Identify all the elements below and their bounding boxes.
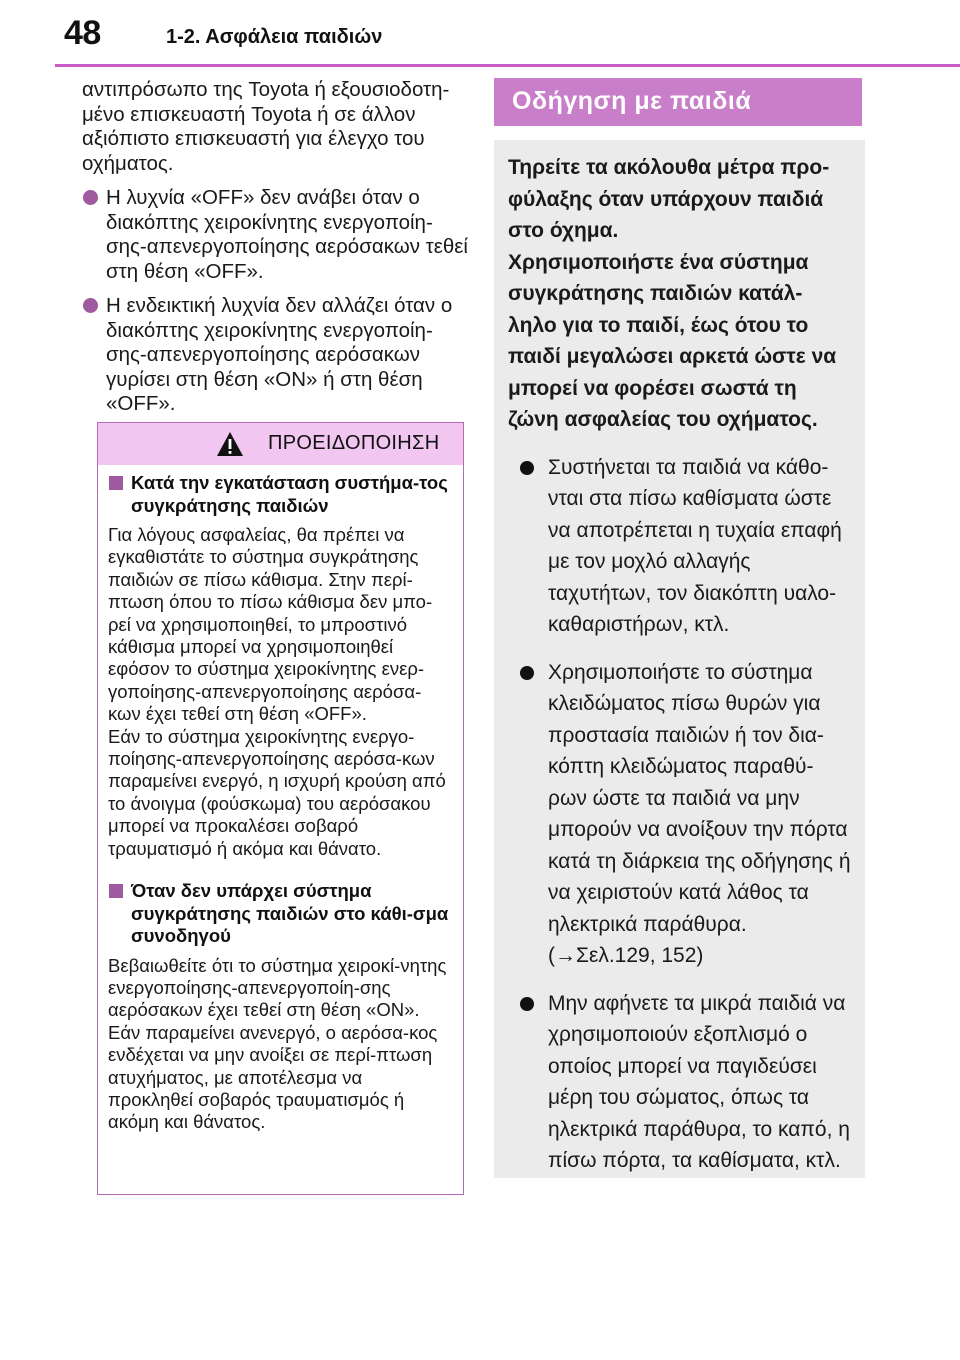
page-number: 48	[64, 14, 101, 52]
list-item-text: Μην αφήνετε τα μικρά παιδιά να χρησιμοποιούν εξοπλισμό ο οποίος μπορεί να παγιδεύσει μέρη του σώματος, όπως τα ηλεκτρικά παράθυρα, το καπό, η πίσω πόρτα, τα καθίσματα, κτλ.	[548, 991, 850, 1172]
list-item-text: Συστήνεται τα παιδιά να κάθο-νται στα πίσω καθίσματα ώστε να αποτρέπεται η τυχαία επαφή με τον μοχλό αλλαγής ταχυτήτων, τον διακόπτη υαλο-καθαριστήρων, κτλ.	[548, 455, 842, 636]
warning-text-part: Εάν παραμείνει ανενεργό, ο αερόσα-κος ενδέχεται να μην ανοίξει σε περί-πτωση ατυχήματος, με αποτέλεσμα να προκληθεί σοβαρός τραυματισμός ή ακόμη και θάνατος.	[108, 1021, 438, 1133]
list-item	[82, 294, 472, 417]
warning-body	[98, 465, 463, 1134]
warning-subheading	[108, 472, 449, 517]
list-item-text: Η ενδεικτική λυχνία δεν αλλάζει όταν ο διακόπτης χειροκίνητης ενεργοποίη-σης-απενεργοποίησης αερόσακων γυρίσει στη θέση «ON» ή στη θέση «OFF».	[106, 294, 453, 415]
list-item	[508, 988, 851, 1177]
list-item-text: Χρησιμοποιήστε το σύστημα κλειδώματος πίσω θυρών για προστασία παιδιών ή τον δια-κόπτη κλειδώματος παραθύ-ρων ώστε τα παιδιά να μην μπορούν να ανοίξουν την πόρτα κατά τη διάρκεια της οδήγησης ή να χειριστούν κατά λάθος τα ηλεκτρικά παράθυρα. (→Σελ.129, 152)	[548, 660, 851, 967]
bullet-dot-icon	[520, 461, 534, 475]
list-item-text: Η λυχνία «OFF» δεν ανάβει όταν ο διακόπτης χειροκίνητης ενεργοποίη-σης-απενεργοποίησης αερόσακων τεθεί στη θέση «OFF».	[106, 186, 468, 283]
warning-title: ΠΡΟΕΙΔΟΠΟΙΗΣΗ	[268, 432, 440, 454]
warning-text-part: Βεβαιωθείτε ότι το σύστημα χειροκί-νητης ενεργοποίησης-απενεργοποίη-σης αερόσακων έχει τεθεί στη θέση «ON».	[108, 954, 447, 1021]
info-intro-part: Χρησιμοποιήστε ένα σύστημα συγκράτησης παιδιών κατάλ-ληλο για το παιδί, έως ότου το παιδί μεγαλώσει αρκετά ώστε να μπορεί να φορέσει σωστά τη ζώνη ασφαλείας του οχήματος.	[508, 250, 837, 431]
subheading-text: Κατά την εγκατάσταση συστήμα-τος συγκράτησης παιδιών	[131, 472, 448, 516]
warning-text	[108, 524, 449, 860]
list-item	[82, 186, 472, 284]
square-bullet-icon	[109, 884, 123, 898]
bullet-dot-icon	[83, 298, 98, 313]
info-box	[494, 140, 865, 1178]
subheading-text: Όταν δεν υπάρχει σύστημα συγκράτησης παιδιών στο κάθι-σμα συνοδηγού	[131, 880, 449, 947]
warning-text-part: Εάν το σύστημα χειροκίνητης ενεργο-ποίησης-απενεργοποίησης αερόσα-κων παραμείνει ενεργό, η ισχυρή κρούση από το άνοιγμα (φούσκωμα) του αερόσακου μπορεί να προκαλέσει σοβαρό τραυματισμό ή ακόμα και θάνατο.	[108, 725, 446, 859]
section-heading-bar	[494, 78, 862, 126]
list-item	[508, 657, 851, 972]
left-column	[82, 78, 472, 417]
bullet-dot-icon	[520, 997, 534, 1011]
bullet-dot-icon	[520, 666, 534, 680]
square-bullet-icon	[109, 476, 123, 490]
warning-box	[97, 422, 464, 1195]
intro-paragraph: αντιπρόσωπο της Toyota ή εξουσιοδοτη-μένο επισκευαστή Toyota ή σε άλλον αξιόπιστο επισκευαστή για έλεγχο του οχήματος.	[82, 78, 450, 175]
warning-text	[108, 955, 449, 1134]
header-divider	[55, 64, 960, 67]
page-header	[0, 0, 960, 66]
section-heading: Οδήγηση με παιδιά	[512, 87, 752, 115]
info-intro	[508, 152, 851, 436]
warning-triangle-icon	[216, 431, 244, 457]
warning-subheading	[108, 880, 449, 948]
section-title: 1-2. Ασφάλεια παιδιών	[166, 26, 383, 48]
info-intro-part: Τηρείτε τα ακόλουθα μέτρα προ-φύλαξης όταν υπάρχουν παιδιά στο όχημα.	[508, 156, 830, 242]
list-item	[508, 452, 851, 641]
warning-text-part: Για λόγους ασφαλείας, θα πρέπει να εγκαθιστάτε το σύστημα συγκράτησης παιδιών σε πίσω κάθισμα. Στην περί-πτωση όπου το πίσω κάθισμα δεν μπο-ρεί να χρησιμοποιηθεί, το μπροστινό κάθισμα μπορεί να χρησιμοποιηθεί εφόσον το σύστημα χειροκίνητης ενερ-γοποίησης-απενεργοποίησης αερόσα-κων έχει τεθεί στη θέση «OFF».	[108, 524, 433, 725]
warning-header	[98, 423, 463, 465]
bullet-dot-icon	[83, 190, 98, 205]
